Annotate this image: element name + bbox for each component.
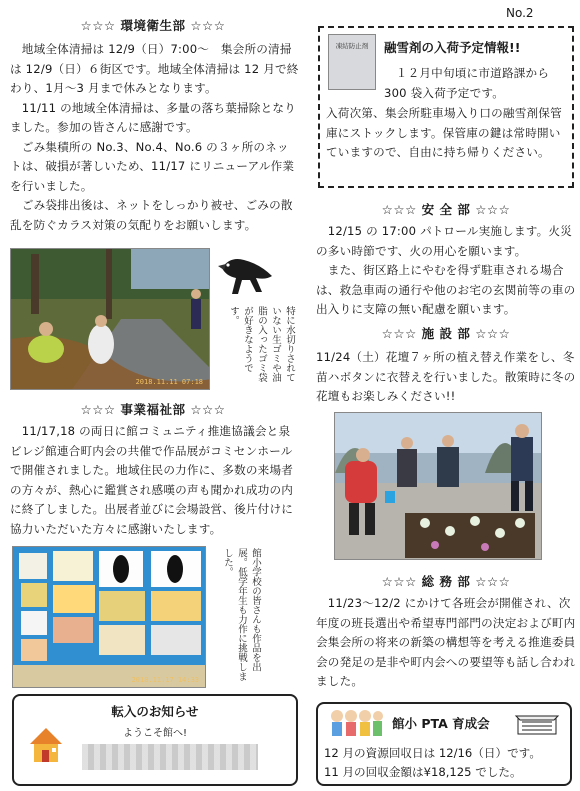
salt-para-1: １２月中旬頃に市道路課から 300 袋入荷予定です。 — [384, 66, 550, 100]
env-section-body — [10, 40, 300, 235]
exhibition-photo — [12, 546, 206, 688]
pta-title: 館小 PTA 育成会 — [392, 716, 490, 731]
redacted-names — [82, 744, 258, 770]
notice-welcome: ようこそ館へ! — [122, 728, 187, 739]
env-para: ごみ集積所の No.3、No.4、No.6 の３ヶ所のネットは、破損が著しいため、11/17 にリニューアル作業を行いました。 — [10, 139, 295, 193]
photo-timestamp: 2018.11.17 14:33 — [131, 676, 199, 684]
house-icon — [26, 724, 66, 764]
welfare-section-body — [10, 422, 300, 539]
children-illustration — [328, 708, 384, 738]
facility-section-body — [316, 348, 580, 407]
env-section-title: ☆☆☆ 環境衛生部 ☆☆☆ — [80, 18, 226, 33]
safety-para: 12/15 の 17:00 パトロール実施します。火災の多い時節です、火の用心を願います。 — [316, 224, 572, 258]
photo-timestamp: 2018.11.11 07:18 — [135, 378, 203, 386]
exhibition-caption: 館小学校の皆さんも作品を出展。低学年生も力作に挑戦しました。 — [222, 548, 261, 681]
flowerbed-photo — [334, 412, 542, 560]
page-number: No.2 — [506, 6, 534, 20]
safety-para: また、街区路上にやむを得ず駐車される場合は、救急車両の通行や他のお宅の玄関前等の車の出入りに支障の無い配慮を願います。 — [316, 263, 576, 316]
salt-bag-image — [328, 34, 376, 90]
salt-bag-label: 凍結防止剤 — [335, 42, 369, 50]
welfare-para: 11/17,18 の両日に館コミュニティ推進協議会と泉ビレジ館連合町内会の共催で作品展がコミセンホールで開催されました。地域住民の力作に、多数の来場者の方々が、熱心に鑑賞され感嘆の声も聞かれ成功の内に終了しました。出展者並びに会場設営、後片付けに協力いただいた方々に感謝いたします。 — [10, 424, 294, 536]
pta-line: 12 月の資源回収日は 12/16（日）です。 — [324, 746, 541, 760]
cleanup-photo — [10, 248, 210, 390]
crow-illustration — [216, 246, 278, 302]
crow-caption: 特に水切りされていない生ゴミや油脂の入ったゴミ袋が好きなようです。 — [228, 306, 295, 382]
notice-title: 転入のお知らせ — [111, 704, 199, 719]
welfare-section-title: ☆☆☆ 事業福祉部 ☆☆☆ — [80, 402, 226, 417]
pta-line: 11 月の回収金額は¥18,125 でした。 — [324, 765, 522, 779]
pta-body — [324, 744, 570, 782]
salt-info-box — [318, 26, 574, 188]
safety-section-body — [316, 222, 578, 320]
salt-title: 融雪剤の入荷予定情報!! — [384, 40, 521, 55]
safety-section-title: ☆☆☆ 安 全 部 ☆☆☆ — [381, 202, 511, 217]
move-in-notice — [12, 694, 298, 786]
env-para: 11/11 の地域全体清掃は、多量の落ち葉掃除となりました。参加の皆さんに感謝です。 — [10, 100, 296, 134]
pta-box — [316, 702, 572, 786]
facility-section-title: ☆☆☆ 施 設 部 ☆☆☆ — [381, 326, 511, 341]
general-section-body — [316, 594, 578, 692]
salt-para-2: 入荷次第、集会所駐車場入り口の融雪剤保管庫にストックします。保管庫の鍵は常時開いていますので、自由に持ち帰りください。 — [326, 106, 562, 159]
general-para: 11/23～12/2 にかけて各班会が開催され、次年度の班長選出や希望専門部門の決定および町内会集会所の将来の新築の構想等を考える推進委員会の発足の是非や町内会への要望等も話し合われました。 — [316, 596, 576, 688]
facility-para: 11/24（土）花壇７ヶ所の植え替え作業をし、冬苗ハボタンに衣替えを行いました。散策時に冬の花壇もお楽しみください!! — [316, 350, 576, 403]
general-section-title: ☆☆☆ 総 務 部 ☆☆☆ — [381, 574, 511, 589]
newspaper-bundle-icon — [514, 710, 560, 738]
env-para: ごみ袋排出後は、ネットをしっかり被せ、ごみの散乱を防ぐカラス対策の気配りをお願いします。 — [10, 198, 293, 232]
env-para: 地域全体清掃は 12/9（日）7:00～ 集会所の清掃は 12/9（日）６街区です。地域全体清掃は 12 月で終わり、1月～3 月まで休みとなります。 — [10, 42, 299, 95]
